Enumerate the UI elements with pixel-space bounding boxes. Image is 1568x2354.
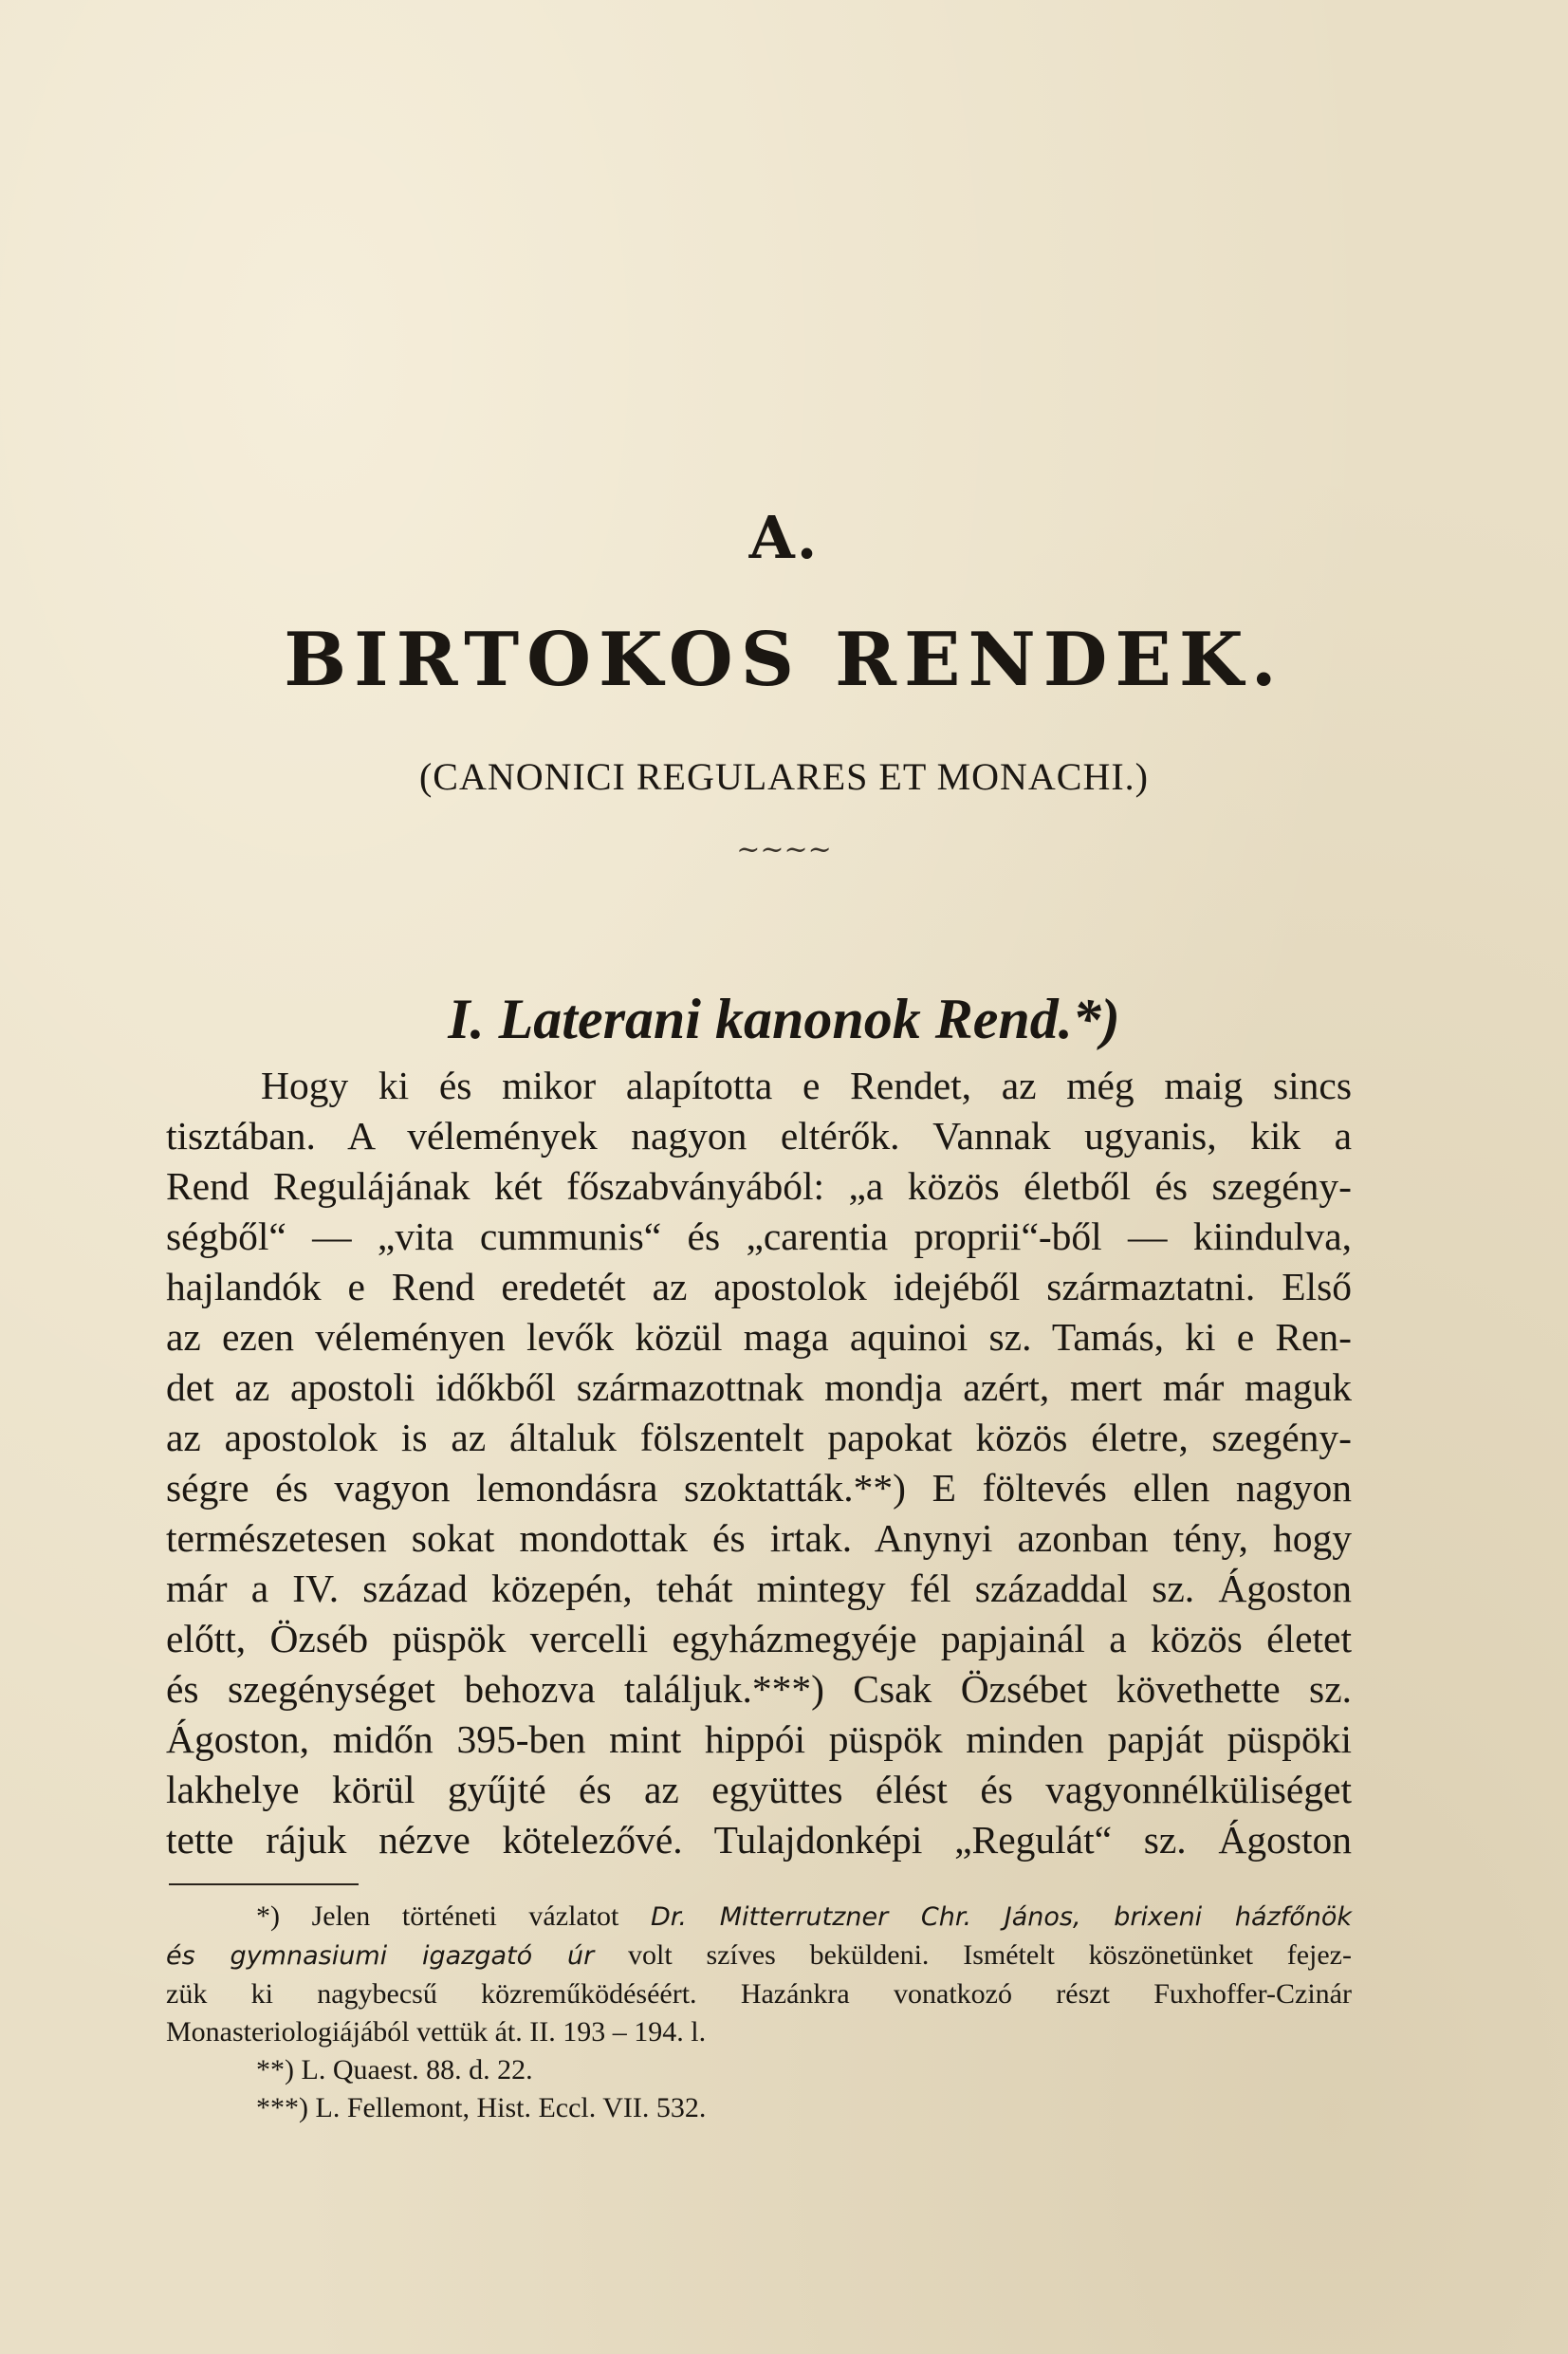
- body-line: az apostolok is az általuk fölszentelt papokat közös életre, szegény-: [166, 1416, 1352, 1459]
- body-line: Hogy ki és mikor alapította e Rendet, az még maig sincs: [261, 1064, 1352, 1107]
- footnotes: [166, 1898, 1352, 2127]
- section-letter: A.: [748, 503, 820, 572]
- footnote-1-title: és gymnasiumi igazgató úr: [166, 1941, 595, 1971]
- body-line: előtt, Özséb püspök vercelli egyházmegyéje papjainál a közös életet: [166, 1617, 1352, 1660]
- chapter-heading: I. Laterani kanonok Rend.*): [448, 988, 1120, 1050]
- footnote-1-text: *) Jelen történeti vázlatot: [256, 1900, 652, 1932]
- subtitle: (CANONICI REGULARES ET MONACHI.): [418, 755, 1149, 798]
- footnote-1-line: Monasteriologiájából vettük át. II. 193 – 194. l.: [166, 2016, 707, 2048]
- body-line: és szegénységet behozva találjuk.***) Csak Özsébet követhette sz.: [166, 1667, 1352, 1711]
- body-line: det az apostoli időkből származottnak mondja azért, mert már maguk: [166, 1365, 1352, 1409]
- footnote-1-author: Dr. Mitterrutzner Chr. János, brixeni házfőnök: [651, 1902, 1352, 1932]
- body-line: ségre és vagyon lemondásra szoktatták.**) E föltevés ellen nagyon: [166, 1466, 1352, 1510]
- footnote-1-line: zük ki nagybecsű közreműködéséért. Hazánkra vonatkozó részt Fuxhoffer-Czinár: [166, 1978, 1352, 2010]
- body-line: tisztában. A vélemények nagyon eltérők. Vannak ugyanis, kik a: [166, 1114, 1352, 1158]
- body-line: ségből“ — „vita cummunis“ és „carentia proprii“-ből — kiindulva,: [166, 1214, 1352, 1258]
- body-line: Rend Regulájának két főszabványából: „a közös életből és szegény-: [166, 1164, 1352, 1208]
- body-line: az ezen véleményen levők közül maga aquinoi sz. Tamás, ki e Ren-: [166, 1315, 1352, 1359]
- ornament-divider: ~~~~: [736, 833, 832, 866]
- body-line: tette rájuk nézve kötelezővé. Tulajdonképi „Regulát“ sz. Ágoston: [166, 1818, 1352, 1862]
- body-paragraph: [166, 1061, 1352, 1865]
- body-line: már a IV. század közepén, tehát mintegy fél századdal sz. Ágoston: [166, 1566, 1352, 1610]
- body-line: Ágoston, midőn 395-ben mint hippói püspök minden papját püspöki: [166, 1717, 1352, 1761]
- body-line: lakhelye körül gyűjté és az együttes élést és vagyonnélküliséget: [166, 1768, 1352, 1811]
- footnote-1-line: [166, 1898, 1352, 1937]
- body-line: hajlandók e Rend eredetét az apostolok idejéből származtatni. Első: [166, 1265, 1352, 1308]
- main-title: BIRTOKOS RENDEK.: [284, 617, 1284, 703]
- footnote-1-line: [166, 1937, 1352, 1975]
- body-line: természetesen sokat mondottak és irtak. Anynyi azonban tény, hogy: [166, 1516, 1352, 1560]
- footnote-1-text: volt szíves beküldeni. Ismételt köszönetünket fejez-: [594, 1939, 1352, 1971]
- footnote-2: **) L. Quaest. 88. d. 22.: [256, 2054, 533, 2085]
- footnote-3: ***) L. Fellemont, Hist. Eccl. VII. 532.: [256, 2092, 707, 2123]
- footnote-rule: [169, 1883, 359, 1885]
